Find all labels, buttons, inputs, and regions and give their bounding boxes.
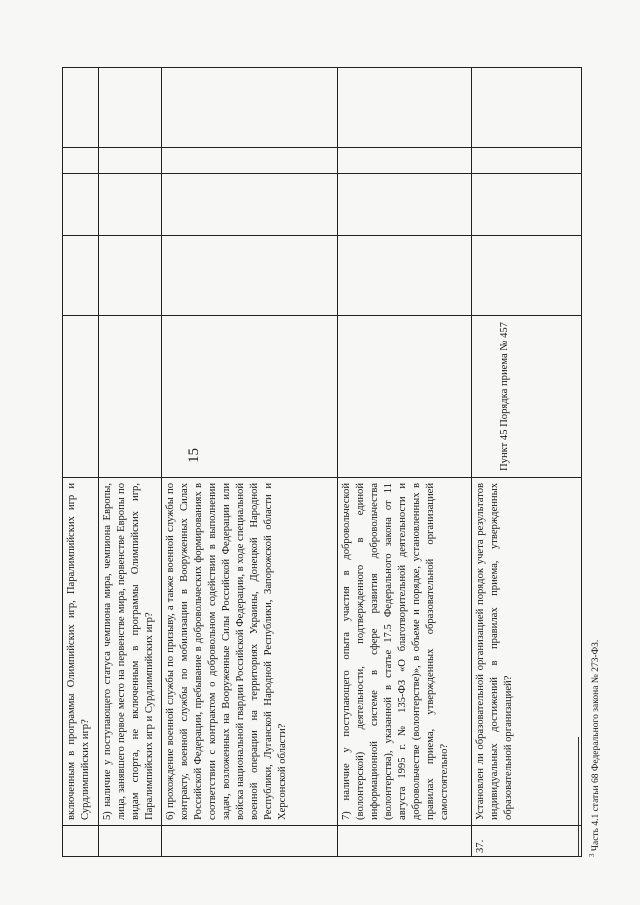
- answer-no-cell: [63, 174, 98, 236]
- table-row: [98, 68, 161, 856]
- answer-na-cell: [472, 148, 581, 174]
- answer-na-cell: [162, 148, 337, 174]
- question-text: 6) прохождение военной службы по призыву, а также военной службы по контракту, военной службы по мобилизации в Вооруженных Силах Российской Федерации, пребывание в добровольческих формированиях в соответствии с контрактом о добровольном содействии в выполнении задач, возложенных на Вооруженные Силы Российской Федерации или войска национальной гвардии Российской Федерации, в ходе специальной военной операции на территориях Украины, Донецкой Народной Республики, Луганской Народной Республики, Запорожской области и Херсонской области?: [162, 478, 337, 826]
- note-cell: [63, 68, 98, 148]
- legal-reference: [338, 316, 471, 478]
- page-number: 15: [186, 448, 202, 463]
- note-cell: [99, 68, 161, 148]
- row-number: [63, 826, 98, 856]
- footnote-text: Часть 4.1 статьи 68 Федерального закона № 273-ФЗ.: [591, 639, 602, 852]
- answer-no-cell: [99, 174, 161, 236]
- row-number: [162, 826, 337, 856]
- row-number: [99, 826, 161, 856]
- question-text: включенным в программы Олимпийских игр, Паралимпийских игр и Сурдлимпийских игр?: [63, 478, 98, 826]
- answer-yes-cell: [162, 236, 337, 316]
- answer-yes-cell: [99, 236, 161, 316]
- footnote-mark: 3: [588, 853, 596, 857]
- legal-reference: Пункт 45 Порядка приема № 457: [472, 316, 581, 478]
- answer-no-cell: [472, 174, 581, 236]
- checklist-table: [62, 67, 582, 857]
- table-row: [63, 68, 98, 856]
- row-number: 37.: [475, 839, 486, 853]
- legal-reference: [99, 316, 161, 478]
- answer-na-cell: [63, 148, 98, 174]
- footnote-divider: [578, 737, 579, 857]
- answer-na-cell: [338, 148, 471, 174]
- answer-yes-cell: [63, 236, 98, 316]
- question-text: Установлен ли образовательной организацией порядок учета результатов индивидуальных достижений в правилах приема, утвержденных образовательной организацией?: [472, 478, 581, 826]
- answer-no-cell: [162, 174, 337, 236]
- table-row: [161, 68, 337, 856]
- footnote: [588, 640, 601, 857]
- answer-yes-cell: [338, 236, 471, 316]
- answer-no-cell: [338, 174, 471, 236]
- answer-na-cell: [99, 148, 161, 174]
- table-row: [471, 68, 581, 856]
- question-text: 5) наличие у поступающего статуса чемпиона мира, чемпиона Европы, лица, занявшего первое место на первенстве мира, первенстве Европы по видам спорта, не включенным в программы Олимпийских игр, Паралимпийских игр и Сурдлимпийских игр?: [99, 478, 161, 826]
- note-cell: [162, 68, 337, 148]
- table-row: [337, 68, 471, 856]
- note-cell: [472, 68, 581, 148]
- row-number: [338, 826, 471, 856]
- note-cell: [338, 68, 471, 148]
- answer-yes-cell: [472, 236, 581, 316]
- legal-reference: [63, 316, 98, 478]
- question-text: 7) наличие у поступающего опыта участия в добровольческой (волонтерской) деятельности, подтвержденного в единой информационной системе в сфере развития добровольчества (волонтерства), указанной в статье 17.5 Федерального закона от 11 августа 1995 г. № 135-ФЗ «О благотворительной деятельности и добровольчестве (волонтерстве)», в объеме и порядке, установленных в правилах приема, утвержденных образовательной организацией самостоятельно?: [338, 478, 471, 826]
- legal-reference: [162, 316, 337, 478]
